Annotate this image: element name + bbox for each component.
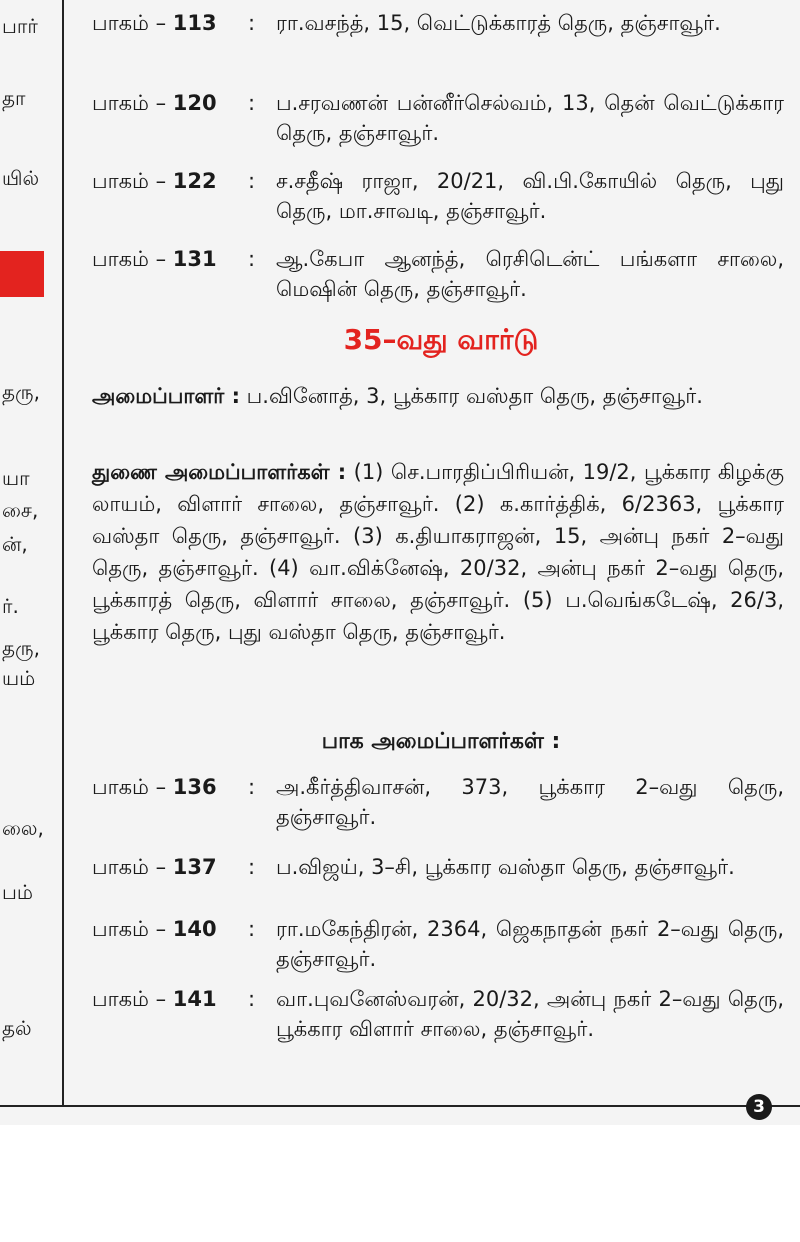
booth-label: பாகம் – 113 — [92, 11, 217, 35]
left-fragment: சை, — [2, 498, 39, 522]
left-fragment: தரு, — [2, 380, 40, 404]
left-fragment: பம் — [2, 880, 33, 904]
deputies-label: துணை அமைப்பாளர்கள் : — [92, 460, 347, 484]
booth-label: பாகம் – 137 — [92, 855, 217, 879]
organizer-text: ப.வினோத், 3, பூக்கார வஸ்தா தெரு, தஞ்சாவூர். — [239, 384, 703, 408]
left-fragment: தரு, — [2, 636, 40, 660]
ward-title: 35–வது வார்டு — [343, 323, 539, 356]
separator: : — [248, 855, 256, 879]
left-fragment: ர். — [2, 594, 19, 618]
column-divider — [62, 0, 64, 1105]
left-fragment: பார் — [2, 14, 38, 38]
left-fragment: யம் — [2, 666, 36, 690]
booth-address: ஆ.கேபா ஆனந்த், ரெசிடென்ட் பங்களா சாலை, மெஷின் தெரு, தஞ்சாவூர். — [276, 247, 784, 301]
separator: : — [248, 775, 256, 799]
left-column-fragments — [0, 0, 62, 1105]
left-fragment: தல் — [2, 1016, 32, 1040]
booth-label: பாகம் – 122 — [92, 169, 217, 193]
organizer-paragraph — [92, 380, 784, 412]
separator: : — [248, 169, 256, 193]
booth-address: ப.சரவணன் பன்னீர்செல்வம், 13, தென் வெட்டுக்கார தெரு, தஞ்சாவூர். — [276, 91, 784, 145]
separator: : — [248, 91, 256, 115]
left-fragment: தா — [2, 86, 26, 110]
left-fragment: லை, — [2, 816, 44, 840]
booth-address: ச.சதீஷ் ராஜா, 20/21, வி.பி.கோயில் தெரு, புது தெரு, மா.சாவடி, தஞ்சாவூர். — [276, 169, 784, 223]
organizer-label: அமைப்பாளர் : — [92, 384, 240, 408]
deputies-text: (1) செ.பாரதிப்பிரியன், 19/2, பூக்கார கிழக்கு லாயம், விளார் சாலை, தஞ்சாவூர். (2) க.கார்த்திக், 6/2363, பூக்கார வஸ்தா தெரு, தஞ்சாவூர். (3) க.தியாகராஜன், 15, அன்பு நகர் 2–வது தெரு, தஞ்சாவூர். (4) வா.விக்னேஷ், 20/32, அன்பு நகர் 2–வது தெரு, பூக்காரத் தெரு, விளார் சாலை, தஞ்சாவூர். (5) ப.வெங்கடேஷ், 26/3, பூக்கார தெரு, புது வஸ்தா தெரு, தஞ்சாவூர். — [92, 460, 784, 644]
booth-label: பாகம் – 136 — [92, 775, 217, 799]
separator: : — [248, 917, 256, 941]
booth-label: பாகம் – 120 — [92, 91, 217, 115]
booth-address: ரா.மகேந்திரன், 2364, ஜெகநாதன் நகர் 2–வது தெரு, தஞ்சாவூர். — [276, 917, 784, 971]
booth-address: வா.புவனேஸ்வரன், 20/32, அன்பு நகர் 2–வது தெரு, பூக்கார விளார் சாலை, தஞ்சாவூர். — [276, 987, 784, 1041]
left-fragment: யில் — [2, 166, 40, 190]
booth-address: ரா.வசந்த், 15, வெட்டுக்காரத் தெரு, தஞ்சாவூர். — [276, 11, 721, 35]
left-fragment: யா — [2, 466, 30, 490]
page-number-badge: 3 — [746, 1094, 772, 1120]
booth-address: ப.விஜய், 3–சி, பூக்கார வஸ்தா தெரு, தஞ்சாவூர். — [276, 855, 735, 879]
red-marker-block — [0, 251, 44, 297]
footer-rule — [0, 1105, 800, 1107]
separator: : — [248, 11, 256, 35]
booth-label: பாகம் – 131 — [92, 247, 217, 271]
booth-address: அ.கீர்த்திவாசன், 373, பூக்கார 2–வது தெரு, தஞ்சாவூர். — [276, 775, 784, 829]
section-title: பாக அமைப்பாளர்கள் : — [321, 729, 561, 754]
separator: : — [248, 247, 256, 271]
separator: : — [248, 987, 256, 1011]
booth-label: பாகம் – 141 — [92, 987, 217, 1011]
left-fragment: ன், — [2, 532, 28, 556]
booth-label: பாகம் – 140 — [92, 917, 217, 941]
deputies-paragraph — [92, 456, 784, 648]
